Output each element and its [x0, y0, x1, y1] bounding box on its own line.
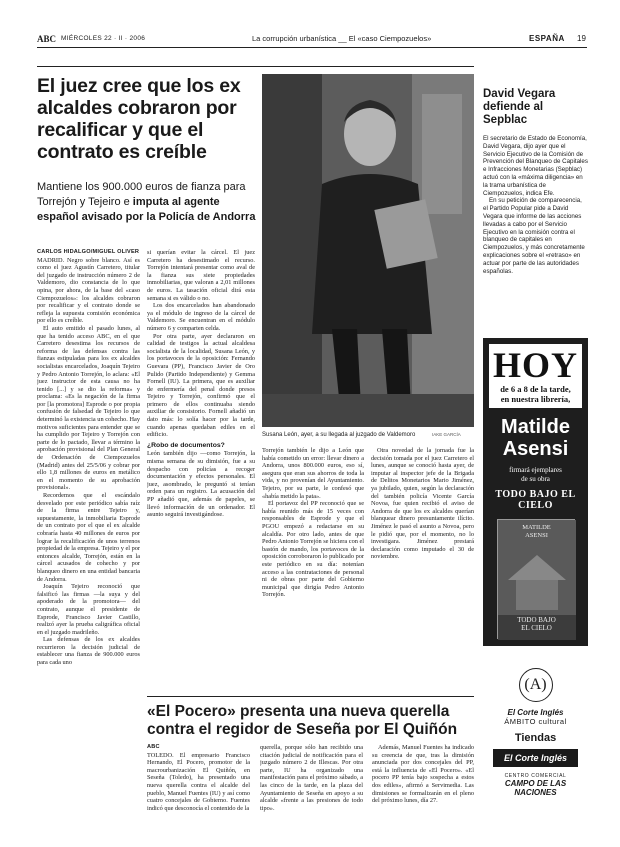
campo-naciones: CAMPO DE LAS NACIONES — [504, 779, 567, 797]
ad-sign — [483, 466, 588, 484]
paragraph: MADRID. Negro sobre blanco. Así es como el juez Agustín Carretero, titular del juzgado de instrucción número 2 de Valdemoro, dio constancia de lo que opina, por ahora, de la base del «caso Ciempozuelos»: los alcaldes cobraron por recalificar y el contrato donde se refleja la supuesta comisión económica por ello es creíble. — [37, 256, 140, 325]
photo-illustration — [262, 74, 474, 427]
sidebar-title: David Vegara defiende al Sepblac — [483, 88, 556, 126]
cover-title-2: EL CIELO — [521, 624, 552, 632]
ad-time: de 6 a 8 de la tarde, — [500, 384, 571, 394]
ad-top-panel — [489, 344, 582, 408]
paragraph: Recordemos que el escándalo desvelado por este periódico sabía raíz de la firma entre Tejeiro y, supuestamente, la inmobiliaria Esprode de un contrato por el que el ex alcalde cobraría hasta 40 millones de euros por lograr la recalificación de unos terrenos propiedad de la empresa. Tejeiro y el por entonces alcalde, Torrejón, están en la cárcel acusados de cohecho y por blanqueo dinero en una entidad bancaria de Andorra. — [37, 492, 140, 583]
main-headline: El juez cree que los ex alcaldes cobraron por recalificar y que el contrato es creíble — [37, 75, 241, 163]
article-column-1 — [37, 249, 140, 841]
paragraph: El auto emitido el pasado lunes, al que ha tenido acceso ABC, en el que Carretero desestima los recursos de reforma de las defensas contra las fianzas estipuladas para los ex alcaldes socialistas encarcelados, Joaquín Tejeiro y Pedro Antonio Torrejón, lo aclara: «El juez instructor de esta causa no ha tenido [...] y se dio la reforma» y proclama: «Es la negación de la firma por [la promotora] Esprode o por propia confusión de falsedad de Tejeiro lo que determinó la existencia un cohecho. Hay motivos suficientes para entender que se ha cumplido por Tejeiro y Torrejón con parte de lo pactado, llevar a término la aprobación provisional del Plan General de Ordenación de Ciempozuelos (Madrid) antes del 25/5/06 y cobrar por ello 1,8 millones de euros en metálico en el momento de su aprobación provisional». — [37, 324, 140, 492]
ci-logo-1: El Corte Inglés — [507, 708, 564, 717]
paragraph: Las defensas de los ex alcaldes recurrieron la decisión judicial de establecer una fianza de 900.000 euros para cada uno — [37, 636, 140, 667]
ad-sign-2: de su obra — [521, 475, 550, 483]
paragraph: En su petición de comparecencia, el Partido Popular pide a David Vegara que informe de las acciones llevadas a cabo por el Servicio Ejecutivo en la comisión contra el blanqueo de capitales en Ciempozuelos, y más concretamente explicaciones sobre el «retraso» en actuar por parte de las autoridades españolas. — [483, 197, 585, 275]
deck-bold: imputa al agente español avisado por la Policía de Andorra — [37, 196, 256, 223]
page-header — [37, 33, 587, 47]
article-column-3 — [262, 447, 364, 689]
second-column-2 — [260, 744, 363, 844]
ad-author-last: Asensi — [502, 438, 569, 460]
cover-title-1: TODO BAJO — [517, 616, 556, 624]
news-photo — [262, 74, 474, 427]
book-cover — [497, 519, 575, 639]
paragraph: TOLEDO. El empresario Francisco Hernando, El Pocero, promotor de la macrourbanización El Quiñón, en Seseña (Toledo), ha presentado una nueva querella contra el alcalde del pueblo, Manuel Fuentes (IU) y así como cuatro concejales de Gobierno. Fuentes indicó que desconocía el contenido de la — [147, 751, 250, 812]
tiendas-label: Tiendas — [514, 732, 557, 744]
ad-author-first: Matilde — [501, 416, 570, 438]
main-deck — [37, 180, 259, 225]
top-rule — [37, 66, 474, 67]
sidebar-box — [483, 88, 588, 275]
ad-book-title: TODO BAJO EL CIELO — [495, 489, 576, 511]
corte-ingles-ad — [483, 660, 588, 847]
cover-author — [498, 524, 576, 540]
header-rule — [37, 47, 587, 48]
story-label: La corrupción urbanística __ El «caso Ciempozuelos» — [252, 34, 432, 43]
page-number: 19 — [577, 34, 586, 43]
second-byline: ABC — [147, 744, 160, 750]
ci-logo-2: El Corte Inglés — [493, 749, 578, 767]
photo-credit: IAKE GARCÍA — [432, 432, 461, 437]
cover-author-2: ASENSI — [525, 532, 548, 539]
book-signing-ad — [483, 338, 588, 646]
paragraph: Joaquín Tejeiro reconoció que falsificó las firmas —la suya y del apoderado de la promotora— del contrato, aunque el presidente de Esprode, Francisco Javier Castillo, realizó ayer la prueba caligráfica oficial en el juzgado madrileño. — [37, 583, 140, 636]
second-story-rule — [147, 696, 474, 697]
paragraph: El secretario de Estado de Economía, David Vegara, dijo ayer que el Servicio Ejecutivo de la Comisión de Prevención del Blanqueo de Capitales e Infracciones Monetarias (Sepblac) actuó con la «máxima diligencia» en la trama urbanística de Ciempozuelos, indica Efe. — [483, 135, 588, 197]
paragraph: Otra novedad de la jornada fue la decisión tomada por el juez Carretero el lunes, aunque se conoció hasta ayer, de imputar al inspector jefe de la Brigada de Delitos Monetarios Mario Jiménez, ya jubilado, quien, según la declaración del también policía Vicente García Novoa, fue quien recibió el aviso de Andorra de que los ex alcaldes querían blanquear dinero presuntamente ilícito. Jiménez le pasó el asunto a Novoa, pero le pidió que, por el momento, no lo investigara. Jiménez prestará declaración como imputado el 30 de noviembre. — [371, 447, 474, 561]
newspaper-logo: ABC — [37, 34, 57, 44]
second-headline: «El Pocero» presenta una nueva querella contra el regidor de Seseña por El Quiñón — [147, 703, 458, 738]
paragraph: Torrejón también le dijo a León que había cometido un error: llevar dinero a Andorra, unos 800.000 euros, eso sí, asegura que eran sus ahorros de toda la vida, y no provenían del Ayuntamiento. Tejeiro, por su parte, le confesó que «había metido la pata». — [262, 447, 364, 500]
paragraph: Por otra parte, ayer declararon en calidad de testigos la actual alcaldesa socialista de la localidad, Susana León, y los portavoces de la oposición: Fernando Guevara (PP), Francisco Javier de Oro Pulido (Partido Independiente) y Gemma Fornell (IU). La primera, que es auxiliar de enfermería del penal donde presos Tejeiro y Torrejón, confirmó que el primero de ellos continuaba siendo auxiliar de consistorio. Fornell añadió un dato más: lo solía hacer por la tarde, cuando apenas quedaban ediles en el edificio. — [147, 332, 255, 439]
photo-caption: Susana León, ayer, a su llegada al juzgado de Valdemoro — [262, 432, 416, 438]
ad-sign-1: firmará ejemplares — [509, 466, 562, 474]
cover-author-1: MATILDE — [522, 524, 551, 531]
article-column-2 — [147, 249, 255, 689]
ad-hoy: HOY — [492, 345, 578, 385]
ambito-cultural: ÁMBITO cultural — [504, 717, 567, 726]
ambito-logo: (A) — [519, 668, 553, 702]
section-label: ESPAÑA — [529, 34, 565, 43]
paragraph: León también dijo —como Torrejón, la misma semana de su dimisión, fue a su despacho con policías a recoger documentación y efectos personales. El juez, asombrado, le preguntó si tenían orden para un registro. La acusación del PP añadió que, además de papeles, se llevó información de un ordenador. El asunto seguirá investigándose. — [147, 450, 255, 519]
paragraph: El portavoz del PP reconoció que se había reunido más de 15 veces con responsables de Esprode y que el PGOU empezó a redactarse en su alcaldía. Por otro lado, antes de que Pedro Antonio Torrejón se hiciera con el bastón de mando, los portavoces de la oposición corroboraron lo publicado por este periódico en su día: notenían acceso a las contrataciones de personal ni de obras por parte del Gobierno municipal que dirigía Pedro Antonio Torrejón. — [262, 500, 364, 599]
ad-author — [483, 416, 588, 460]
second-column-1 — [147, 744, 250, 844]
ad-place: en nuestra librería, — [500, 394, 571, 404]
byline: CARLOS HIDALGO/MIGUEL OLIVER — [37, 249, 140, 255]
subhead: ¿Robo de documentos? — [147, 441, 225, 449]
paragraph: Los dos encarcelados han abandonado ya el módulo de ingreso de la cárcel de Valdemoro. Se encuentran en el módulo número 6 y comparten celda. — [147, 302, 255, 332]
deck-text: Mantiene los 900.000 euros de fianza para Torrejón y Tejeiro e — [37, 181, 246, 208]
paragraph: Además, Manuel Fuentes ha indicado su creencia de que, tras la dimisión anunciada por dos concejales del PP, está la influencia de «El Pocero». «El pocero PP tenía bajo sospecha a estos dos ediles», afirmó a Servimedia. Las dimisiones se formalizarán en el pleno del próximo lunes, día 27. — [372, 744, 474, 805]
issue-date: MIÉRCOLES 22 · II · 2006 — [61, 35, 146, 42]
centro-comercial: CENTRO COMERCIAL — [504, 773, 567, 779]
second-column-3 — [372, 744, 474, 844]
paragraph: querella, porque sólo han recibido una citación judicial de notificación para el juzgado número 2 de Illescas. Por otra parte, IU ha organizado una manifestación para el próximo sábado, a las cinco de la tarde, en la plaza del Ayuntamiento de Seseña en apoyo a su alcalde «frente a las presiones de todo tipo». — [260, 744, 363, 812]
sidebar-body — [483, 135, 588, 275]
article-column-4 — [371, 447, 474, 689]
paragraph: si querían evitar la cárcel. El juez Carretero ha desestimado el recurso. Torrejón intentará presentar como aval de la fianza sus siete propiedades inmobiliarias, que valoran a 2,01 millones de euros. La tasación oficial dirá esta semana si es válido o no. — [147, 249, 255, 302]
cover-title — [498, 616, 576, 632]
